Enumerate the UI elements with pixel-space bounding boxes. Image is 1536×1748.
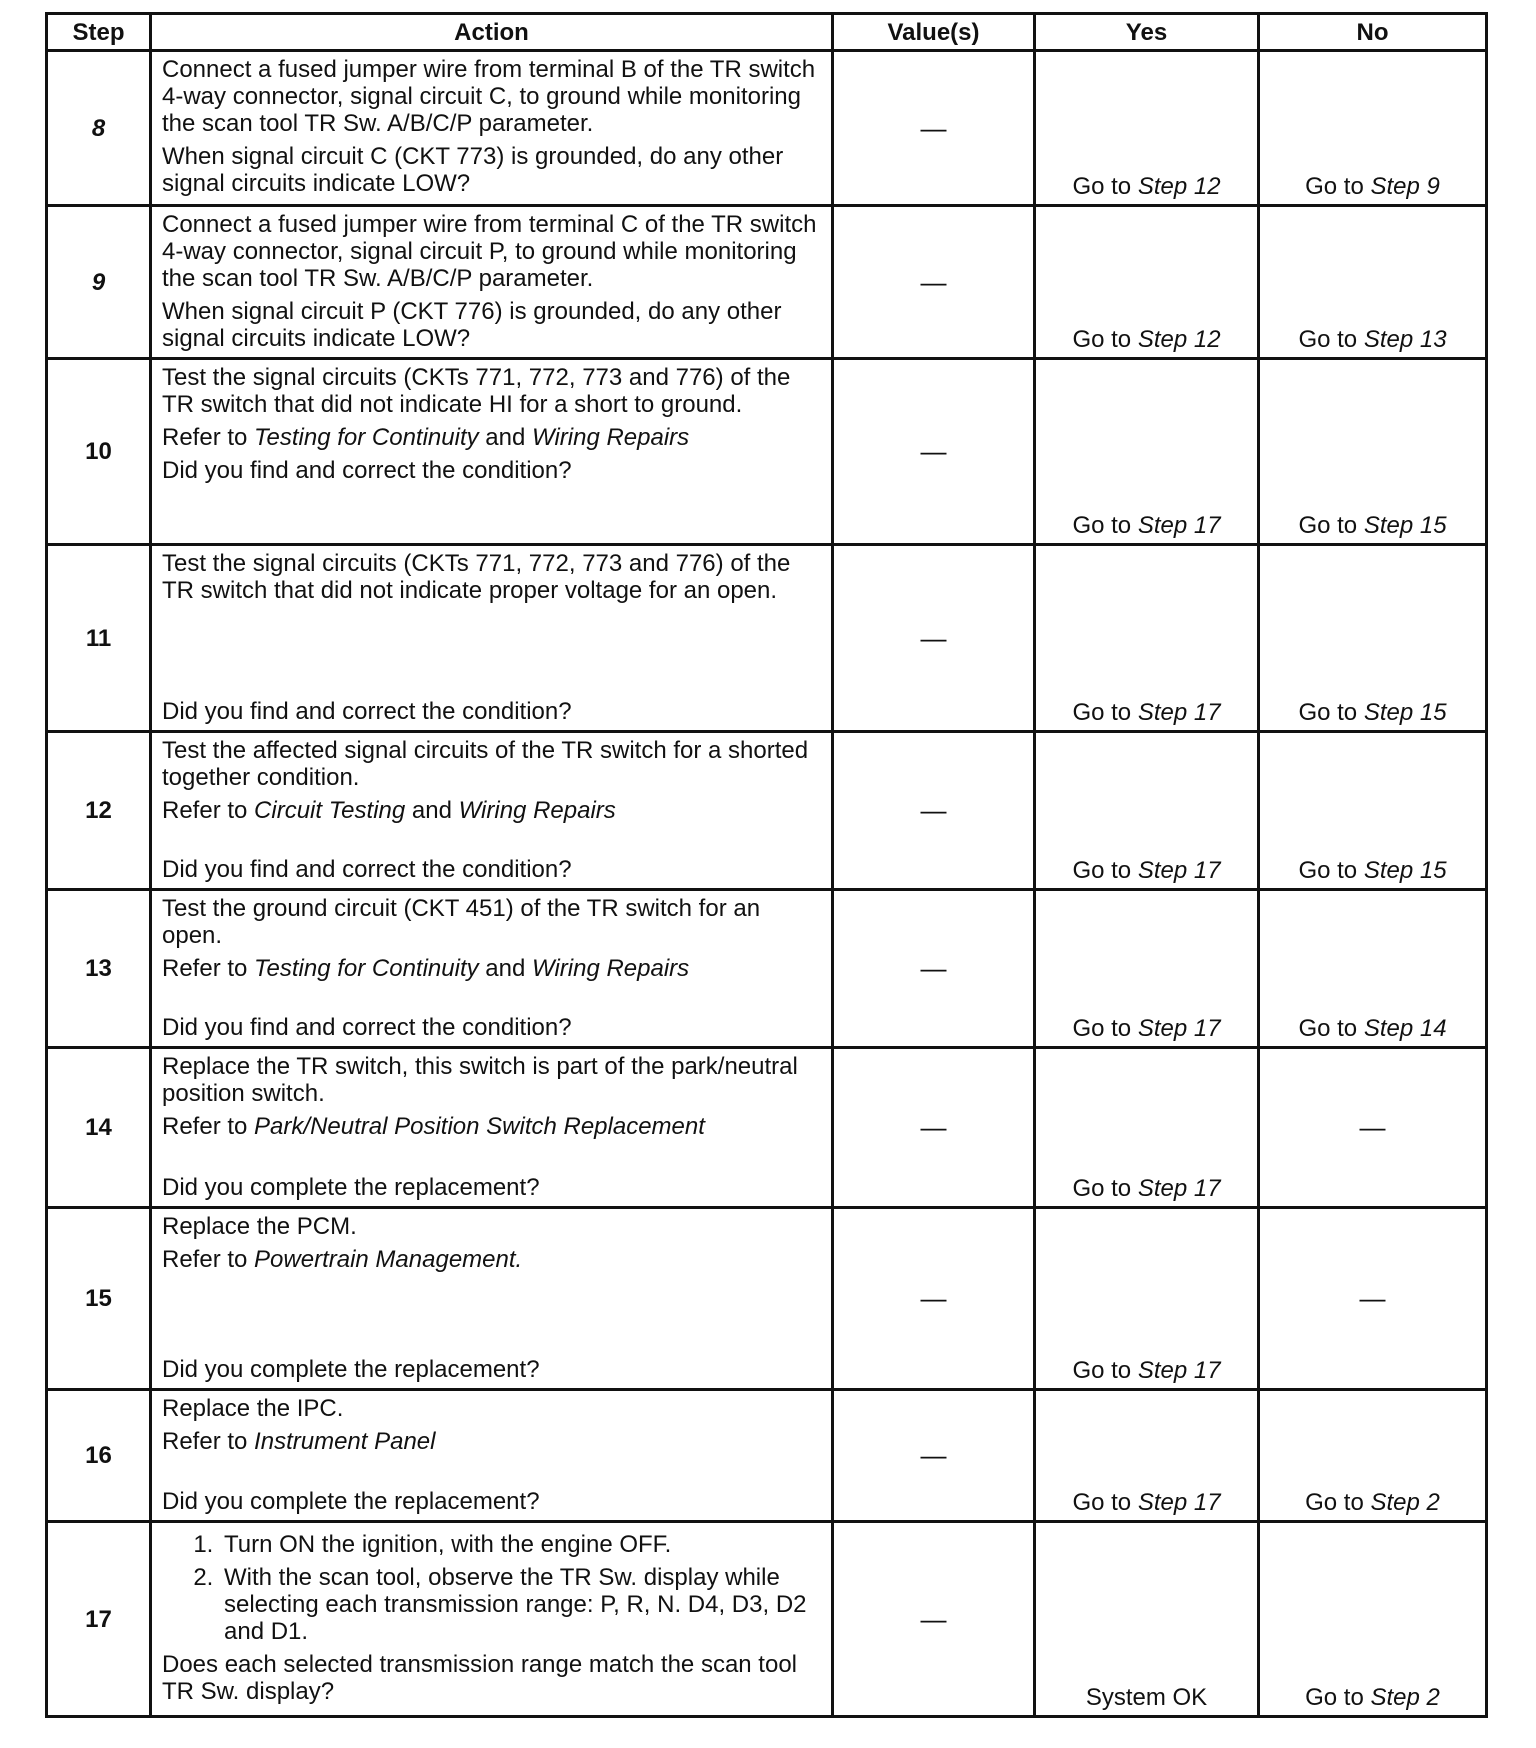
and-label: and [485, 424, 526, 451]
no-cell [1259, 359, 1487, 545]
action-instruction: Replace the IPC. [162, 1395, 344, 1422]
action-cell [151, 890, 833, 1048]
and-label: and [411, 797, 452, 824]
value-cell: — [833, 1390, 1035, 1522]
refer-to-label: Refer to [162, 1246, 248, 1273]
action-question: When signal circuit C (CKT 773) is grounded, do any other signal circuits indicate LOW? [162, 143, 784, 197]
yes-step-ref: Step 17 [1137, 512, 1221, 539]
value-cell: — [833, 51, 1035, 206]
no-step-ref: Step 2 [1370, 1684, 1440, 1711]
table-row-step-9 [47, 206, 1487, 359]
no-cell [1259, 1522, 1487, 1717]
action-instruction: Replace the TR switch, this switch is part of the park/neutral position switch. [162, 1053, 798, 1107]
table-row-step-13 [47, 890, 1487, 1048]
yes-cell: System OK [1035, 1522, 1259, 1717]
yes-goto: Go to [1072, 326, 1132, 353]
diagnostic-steps-table [45, 12, 1488, 1718]
action-question: Does each selected transmission range match the scan tool TR Sw. display? [162, 1651, 798, 1705]
no-step-ref: Step 13 [1363, 326, 1447, 353]
action-instruction: Connect a fused jumper wire from terminal B of the TR switch 4-way connector, signal circuit C, to ground while monitoring the scan tool TR Sw. A/B/C/P parameter. [162, 56, 816, 137]
procedure-list [162, 1531, 823, 1645]
step-number: 15 [47, 1208, 151, 1390]
yes-goto: Go to [1072, 173, 1132, 200]
value-cell: — [833, 1048, 1035, 1208]
yes-step-ref: Step 17 [1137, 1489, 1221, 1516]
step-number: 8 [47, 51, 151, 206]
yes-goto: Go to [1072, 1015, 1132, 1042]
action-cell [151, 1048, 833, 1208]
yes-cell [1035, 545, 1259, 732]
action-reference [162, 1113, 823, 1140]
reference-link: Wiring Repairs [532, 424, 690, 451]
yes-step-ref: Step 12 [1137, 173, 1221, 200]
yes-goto: Go to [1072, 1357, 1132, 1384]
header-yes: Yes [1035, 14, 1259, 51]
header-action: Action [151, 14, 833, 51]
action-cell [151, 1522, 833, 1717]
value-cell: — [833, 890, 1035, 1048]
step-number: 9 [47, 206, 151, 359]
table-header-row [47, 14, 1487, 51]
yes-cell [1035, 359, 1259, 545]
yes-cell [1035, 732, 1259, 890]
action-instruction: Replace the PCM. [162, 1213, 357, 1240]
yes-step-ref: Step 17 [1137, 857, 1221, 884]
table-row-step-8 [47, 51, 1487, 206]
action-instruction: Test the ground circuit (CKT 451) of the TR switch for an open. [162, 895, 761, 949]
table-row-step-17 [47, 1522, 1487, 1717]
value-cell: — [833, 1522, 1035, 1717]
yes-step-ref: Step 17 [1137, 1175, 1221, 1202]
reference-link: Instrument Panel [254, 1428, 436, 1455]
yes-goto: Go to [1072, 857, 1132, 884]
refer-to-label: Refer to [162, 424, 248, 451]
step-number: 11 [47, 545, 151, 732]
action-cell [151, 545, 833, 732]
yes-cell [1035, 1390, 1259, 1522]
no-cell [1259, 206, 1487, 359]
list-item: 1. Turn ON the ignition, with the engine OFF. [220, 1531, 823, 1558]
reference-link: Circuit Testing [254, 797, 406, 824]
action-question: Did you complete the replacement? [162, 1356, 540, 1383]
table-row-step-11 [47, 545, 1487, 732]
action-question: Did you find and correct the condition? [162, 1014, 572, 1041]
refer-to-label: Refer to [162, 1113, 248, 1140]
action-instruction: Test the signal circuits (CKTs 771, 772, 773 and 776) of the TR switch that did not indicate HI for a short to ground. [162, 364, 791, 418]
action-cell [151, 359, 833, 545]
diagnostic-table-page [45, 12, 1485, 1718]
action-reference [162, 797, 823, 824]
and-label: and [485, 955, 526, 982]
yes-cell [1035, 1048, 1259, 1208]
step-number: 14 [47, 1048, 151, 1208]
table-row-step-14 [47, 1048, 1487, 1208]
no-cell: — [1259, 1048, 1487, 1208]
yes-step-ref: Step 17 [1137, 1357, 1221, 1384]
value-cell: — [833, 545, 1035, 732]
no-goto: Go to [1298, 512, 1358, 539]
no-goto: Go to [1298, 1015, 1358, 1042]
reference-link: Testing for Continuity [254, 955, 479, 982]
yes-cell [1035, 890, 1259, 1048]
step-number: 12 [47, 732, 151, 890]
action-question: Did you find and correct the condition? [162, 457, 572, 484]
no-cell [1259, 51, 1487, 206]
action-instruction: Connect a fused jumper wire from terminal C of the TR switch 4-way connector, signal circuit P, to ground while monitoring the scan tool TR Sw. A/B/C/P parameter. [162, 211, 817, 292]
no-cell [1259, 1390, 1487, 1522]
table-row-step-16 [47, 1390, 1487, 1522]
yes-goto: Go to [1072, 1489, 1132, 1516]
step-number: 17 [47, 1522, 151, 1717]
reference-link: Park/Neutral Position Switch Replacement [254, 1113, 705, 1140]
yes-goto: Go to [1072, 699, 1132, 726]
no-cell [1259, 732, 1487, 890]
reference-link: Powertrain Management. [254, 1246, 523, 1273]
header-step: Step [47, 14, 151, 51]
refer-to-label: Refer to [162, 797, 248, 824]
yes-cell [1035, 206, 1259, 359]
action-instruction: Test the affected signal circuits of the TR switch for a shorted together condition. [162, 737, 809, 791]
yes-cell [1035, 51, 1259, 206]
no-cell [1259, 890, 1487, 1048]
header-no: No [1259, 14, 1487, 51]
yes-goto: Go to [1072, 512, 1132, 539]
action-cell [151, 51, 833, 206]
no-step-ref: Step 9 [1370, 173, 1440, 200]
action-question: Did you complete the replacement? [162, 1174, 540, 1201]
table-row-step-10 [47, 359, 1487, 545]
no-goto: Go to [1305, 173, 1364, 200]
step-number: 13 [47, 890, 151, 1048]
yes-step-ref: Step 17 [1137, 1015, 1221, 1042]
action-reference [162, 1246, 823, 1273]
action-question: Did you find and correct the condition? [162, 856, 572, 883]
yes-step-ref: Step 17 [1137, 699, 1221, 726]
no-step-ref: Step 2 [1370, 1489, 1440, 1516]
action-instruction: Test the signal circuits (CKTs 771, 772, 773 and 776) of the TR switch that did not indicate proper voltage for an open. [162, 550, 791, 604]
no-step-ref: Step 15 [1363, 699, 1447, 726]
no-cell [1259, 545, 1487, 732]
value-cell: — [833, 359, 1035, 545]
yes-step-ref: Step 12 [1137, 326, 1221, 353]
action-cell [151, 206, 833, 359]
action-reference [162, 1428, 823, 1455]
value-cell: — [833, 1208, 1035, 1390]
header-values: Value(s) [833, 14, 1035, 51]
reference-link: Wiring Repairs [532, 955, 690, 982]
no-goto: Go to [1298, 699, 1358, 726]
reference-link: Wiring Repairs [458, 797, 616, 824]
no-step-ref: Step 15 [1363, 857, 1447, 884]
action-reference [162, 424, 823, 451]
yes-goto: Go to [1072, 1175, 1132, 1202]
list-item: 2. With the scan tool, observe the TR Sw. display while selecting each transmission range: P, R, N. D4, D3, D2 and D1. [220, 1564, 823, 1645]
no-goto: Go to [1305, 1489, 1364, 1516]
reference-link: Testing for Continuity [254, 424, 479, 451]
table-row-step-12 [47, 732, 1487, 890]
refer-to-label: Refer to [162, 1428, 248, 1455]
action-cell [151, 732, 833, 890]
no-goto: Go to [1305, 1684, 1364, 1711]
table-row-step-15 [47, 1208, 1487, 1390]
no-goto: Go to [1298, 857, 1358, 884]
yes-cell [1035, 1208, 1259, 1390]
refer-to-label: Refer to [162, 955, 248, 982]
action-cell [151, 1208, 833, 1390]
no-step-ref: Step 15 [1363, 512, 1447, 539]
value-cell: — [833, 732, 1035, 890]
value-cell: — [833, 206, 1035, 359]
step-number: 16 [47, 1390, 151, 1522]
no-step-ref: Step 14 [1363, 1015, 1447, 1042]
action-question: Did you complete the replacement? [162, 1488, 540, 1515]
step-number: 10 [47, 359, 151, 545]
no-goto: Go to [1298, 326, 1358, 353]
action-cell [151, 1390, 833, 1522]
action-question: When signal circuit P (CKT 776) is grounded, do any other signal circuits indicate LOW? [162, 298, 782, 352]
no-cell: — [1259, 1208, 1487, 1390]
action-reference [162, 955, 823, 982]
action-question: Did you find and correct the condition? [162, 698, 572, 725]
